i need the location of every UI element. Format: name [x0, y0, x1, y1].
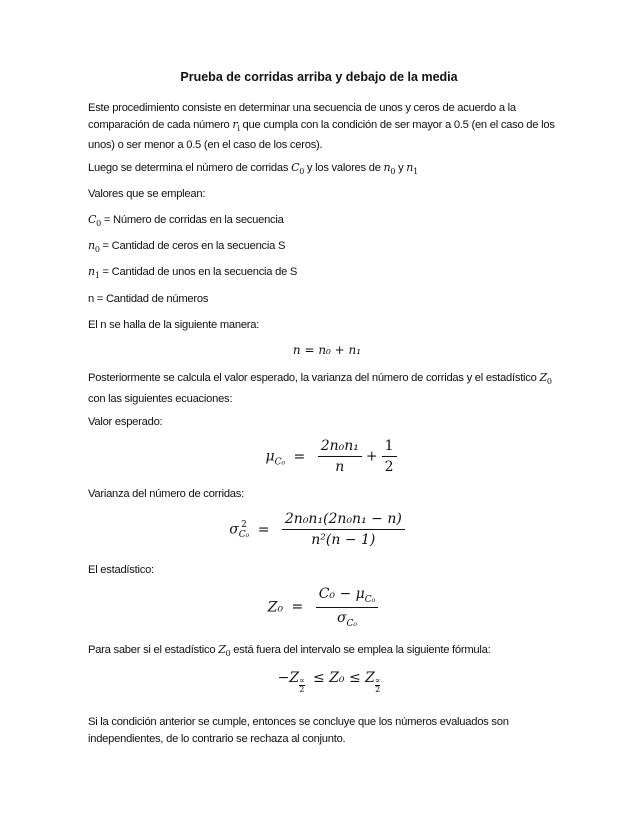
- var-ri: $r_i$: [232, 117, 240, 133]
- fraction-mean-1: $\frac{\text{2n₀n₁}}{n}$: [318, 438, 362, 475]
- conj-y: y: [395, 162, 407, 174]
- label-estadistico: El estadístico:: [88, 564, 154, 576]
- equation-mean: $\mu_{C_0}$ = $\frac{\text{2n₀n₁}}{n}$ + $\frac{1}{2}$: [0, 438, 638, 475]
- var-z0-inline: $Z_0$: [218, 643, 231, 659]
- var-z0: $Z_0$: [539, 371, 552, 387]
- paragraph-conclusion: Si la condición anterior se cumple, entonces se concluye que los números evaluados son independientes, de lo contrario se rechaza al conjunto.: [88, 716, 509, 745]
- var-n0: $n_0$: [383, 161, 396, 177]
- corridas-text: Luego se determina el número de corridas: [88, 162, 292, 174]
- definition-n: n = Cantidad de números: [88, 293, 209, 305]
- intro-text-end: que cumpla con la condición de ser mayor a 0.5 (en el caso de los unos) o ser menor a 0.5 (en el caso de los ceros).: [88, 118, 555, 152]
- var-n1: $n_1$: [406, 161, 418, 177]
- label-varianza: Varianza del número de corridas:: [88, 488, 244, 500]
- definition-n1: $n_1$ = Cantidad de unos en la secuencia de S: [88, 265, 298, 281]
- var-c0: $C_0$: [291, 161, 305, 177]
- corridas-text-mid: y los valores de: [304, 162, 384, 174]
- fraction-mean-2: $\frac{1}{2}$: [382, 438, 397, 475]
- document-title: Prueba de corridas arriba y debajo de la media: [180, 70, 458, 84]
- equation-n: n = n₀ + n₁: [292, 343, 362, 357]
- paragraph-posteriormente: Posteriormente se calcula el valor esperado, la varianza del número de corridas y el estadístico $Z_0$ con las siguientes ecuaciones:: [88, 371, 552, 405]
- paragraph-intervalo: Para saber si el estadístico $Z_0$ está fuera del intervalo se emplea la siguiente fórmula:: [88, 643, 491, 659]
- values-heading: Valores que se emplean:: [88, 188, 206, 200]
- fraction-z0: $\frac{C_0 - \mu_{C_0}}{\sigma_{C_0}}$: [316, 586, 379, 629]
- fraction-variance: $\frac{\text{2n₀n₁(2n₀n₁ − n)}}{\text{n²(n − 1)}}$: [282, 511, 405, 548]
- equation-variance: σ 2 C₀ = $\frac{\text{2n₀n₁(2n₀n₁ − n)}}{\text{n²(n − 1)}}$: [0, 511, 638, 548]
- paragraph-corridas: [88, 160, 558, 181]
- equation-z0: Z₀ = $\frac{C_0 - \mu_{C_0}}{\sigma_{C_0}}$: [0, 586, 638, 629]
- equation-interval: −Z ∝ 2 ≤ Z₀ ≤ Z ∝ 2: [277, 670, 381, 694]
- label-valor-esperado: Valor esperado:: [88, 416, 163, 428]
- intro-text-start: Este procedimiento consiste en determinar una secuencia de unos y ceros de acuerdo a la comparación de cada número: [88, 102, 516, 131]
- definition-n0: $n_0$ = Cantidad de ceros en la secuencia S: [88, 239, 286, 255]
- definition-c0: $C_0$ = Número de corridas en la secuencia: [88, 213, 284, 229]
- paragraph-intro: [88, 100, 558, 154]
- paragraph-n-formula-intro: El n se halla de la siguiente manera:: [88, 319, 260, 331]
